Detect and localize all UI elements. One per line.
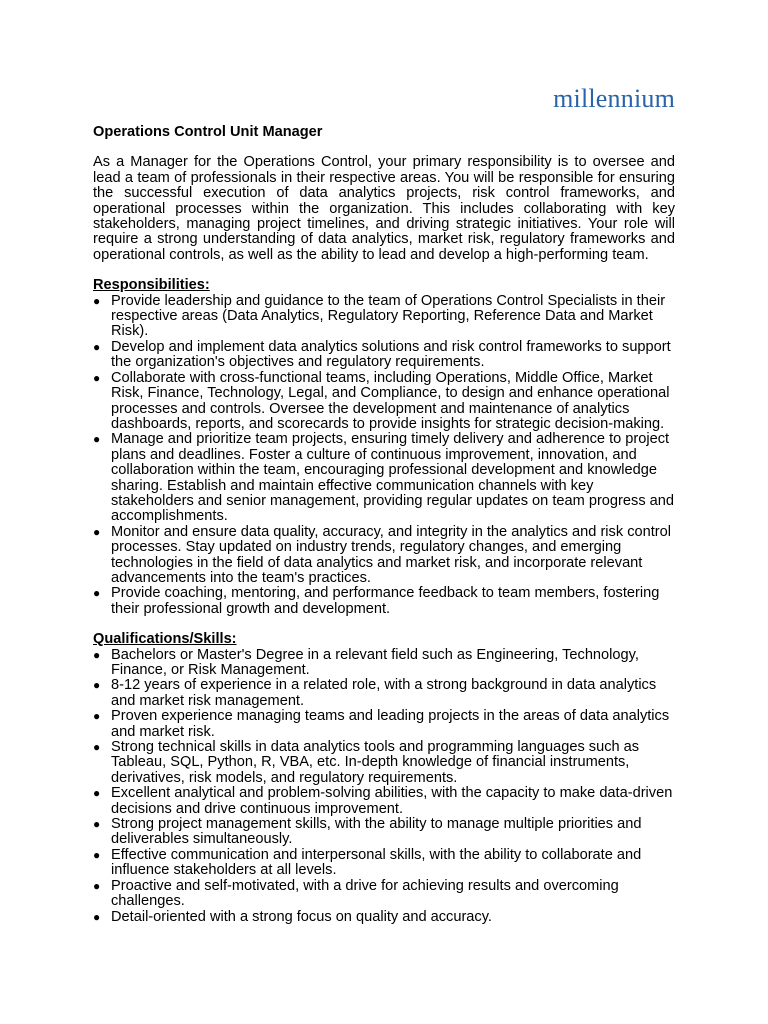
bullet-icon: ● bbox=[93, 524, 101, 539]
list-item-text: Proactive and self-motivated, with a drive for achieving results and overcoming challenges. bbox=[111, 877, 619, 910]
bullet-icon: ● bbox=[93, 678, 101, 693]
list-item-text: Detail-oriented with a strong focus on quality and accuracy. bbox=[111, 908, 492, 925]
list-item bbox=[93, 340, 675, 371]
list-item-text: Collaborate with cross-functional teams, including Operations, Middle Office, Market Risk, Finance, Technology, Legal, and Compliance, to design and enhance operational processes and controls. Oversee the development and maintenance of analytics dashboards, reports, and scorecards to provide insights for strategic decision-making. bbox=[111, 369, 670, 432]
list-item bbox=[93, 879, 675, 910]
list-item bbox=[93, 525, 675, 587]
list-item-text: Provide leadership and guidance to the team of Operations Control Specialists in their respective areas (Data Analytics, Regulatory Reporting, Reference Data and Market Risk). bbox=[111, 292, 666, 340]
responsibilities-heading: Responsibilities: bbox=[93, 277, 210, 294]
bullet-icon: ● bbox=[93, 740, 101, 755]
list-item-text: Develop and implement data analytics solutions and risk control frameworks to support the organization's objectives and regulatory requirements. bbox=[111, 338, 671, 371]
millennium-logo: millennium bbox=[553, 84, 675, 113]
list-item bbox=[93, 910, 675, 925]
list-item-text: Monitor and ensure data quality, accuracy, and integrity in the analytics and risk control processes. Stay updated on industry trends, regulatory changes, and emerging technologies in the field of data analytics and market risk, and incorporate relevant advancements into the team's practices. bbox=[111, 523, 671, 586]
list-item-text: Bachelors or Master's Degree in a relevant field such as Engineering, Technology, Finance, or Risk Management. bbox=[111, 646, 639, 678]
list-item bbox=[93, 294, 675, 340]
list-item bbox=[93, 678, 675, 709]
list-item-text: Strong project management skills, with the ability to manage multiple priorities and deliverables simultaneously. bbox=[111, 816, 642, 848]
bullet-icon: ● bbox=[93, 847, 101, 862]
intro-paragraph: As a Manager for the Operations Control, your primary responsibility is to oversee and lead a team of professionals in their respective areas. You will be responsible for ensuring the successful execution of data analytics projects, risk control frameworks, and operational processes within the organization. This includes collaborating with key stakeholders, managing project timelines, and driving strategic initiatives. Your role will require a strong understanding of data analytics, market risk, regulatory frameworks and operational controls, as well as the ability to lead and develop a high-performing team. bbox=[93, 154, 675, 263]
responsibilities-list bbox=[93, 294, 675, 618]
bullet-icon: ● bbox=[93, 709, 101, 724]
list-item-text: Provide coaching, mentoring, and performance feedback to team members, fostering their professional growth and development. bbox=[111, 585, 660, 617]
bullet-icon: ● bbox=[93, 647, 101, 662]
bullet-icon: ● bbox=[93, 786, 101, 801]
qualifications-heading: Qualifications/Skills: bbox=[93, 631, 237, 648]
bullet-icon: ● bbox=[93, 432, 101, 447]
list-item-text: Proven experience managing teams and leading projects in the areas of data analytics and market risk. bbox=[111, 708, 670, 740]
list-item bbox=[93, 817, 675, 848]
list-item-text: Strong technical skills in data analytics tools and programming languages such as Tableau, SQL, Python, R, VBA, etc. In-depth knowledge of financial instruments, derivatives, risk models, and regulatory requirements. bbox=[111, 739, 640, 786]
list-item bbox=[93, 848, 675, 879]
list-item bbox=[93, 586, 675, 617]
list-item-text: Excellent analytical and problem-solving abilities, with the capacity to make data-driven decisions and drive continuous improvement. bbox=[111, 785, 673, 817]
list-item bbox=[93, 786, 675, 817]
list-item bbox=[93, 371, 675, 433]
bullet-icon: ● bbox=[93, 586, 101, 601]
list-item-text: Manage and prioritize team projects, ensuring timely delivery and adherence to project plans and deadlines. Foster a culture of continuous improvement, innovation, and collaboration within the team, encouraging professional development and knowledge sharing. Establish and maintain effective communication channels with key stakeholders and senior management, providing regular updates on team progress and accomplishments. bbox=[111, 431, 675, 525]
bullet-icon: ● bbox=[93, 293, 101, 308]
bullet-icon: ● bbox=[93, 339, 101, 354]
list-item bbox=[93, 740, 675, 786]
bullet-icon: ● bbox=[93, 817, 101, 832]
bullet-icon: ● bbox=[93, 878, 101, 893]
list-item bbox=[93, 709, 675, 740]
qualifications-list bbox=[93, 648, 675, 925]
bullet-icon: ● bbox=[93, 909, 101, 924]
document-body bbox=[93, 125, 675, 940]
list-item bbox=[93, 648, 675, 679]
bullet-icon: ● bbox=[93, 370, 101, 385]
list-item bbox=[93, 432, 675, 524]
list-item-text: Effective communication and interpersonal skills, with the ability to collaborate and influence stakeholders at all levels. bbox=[111, 846, 642, 879]
list-item-text: 8-12 years of experience in a related role, with a strong background in data analytics and market risk management. bbox=[111, 677, 657, 709]
job-title: Operations Control Unit Manager bbox=[93, 124, 323, 140]
